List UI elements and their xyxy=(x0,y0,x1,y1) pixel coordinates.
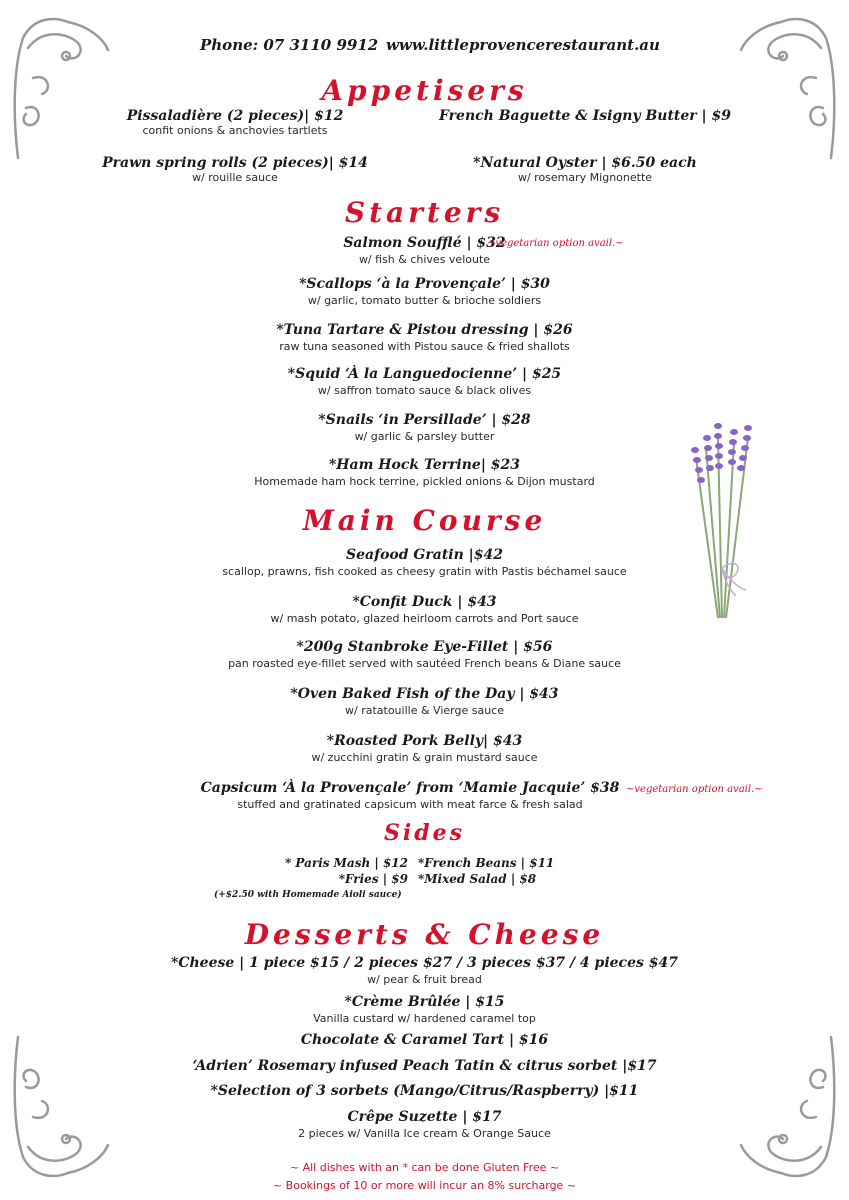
list-item xyxy=(0,457,849,488)
dish-name: *Ham Hock Terrine| $23 xyxy=(328,457,521,473)
list-item xyxy=(0,686,849,717)
side-item: *Fries | $9 xyxy=(338,872,408,886)
dish-name: Salmon Soufflé | $32 xyxy=(343,235,506,251)
vegetarian-note: ~vegetarian option avail.~ xyxy=(487,238,624,249)
dish-name: *Natural Oyster | $6.50 each xyxy=(473,155,697,171)
dish-description: Homemade ham hock terrine, pickled onions & Dijon mustard xyxy=(254,474,595,488)
dish-name: *Oven Baked Fish of the Day | $43 xyxy=(290,686,559,702)
dish-description: w/ saffron tomato sauce & black olives xyxy=(317,383,532,397)
dish-description: Vanilla custard w/ hardened caramel top xyxy=(313,1011,536,1025)
list-item xyxy=(0,412,849,443)
dish-name: *Roasted Pork Belly| $43 xyxy=(326,733,523,749)
list-item xyxy=(0,594,849,625)
aioli-note: (+$2.50 with Homemade Aioli sauce) xyxy=(214,890,402,900)
dish-name: Seafood Gratin |$42 xyxy=(345,547,503,563)
list-item xyxy=(0,366,849,397)
dish-name: Capsicum ‘À la Provençale’ from ‘Mamie Jacquie’ $38 xyxy=(200,780,620,796)
dish-description: w/ rosemary Mignonette xyxy=(517,171,653,184)
side-item: *French Beans | $11 xyxy=(418,856,555,870)
list-item xyxy=(0,1109,849,1140)
dish-description: w/ rouille sauce xyxy=(192,171,278,184)
side-item: * Paris Mash | $12 xyxy=(284,856,408,870)
dish-name: French Baguette & Isigny Butter | $9 xyxy=(438,108,732,124)
phone-number[interactable]: Phone: 07 3110 9912 xyxy=(200,36,379,54)
dish-name: *Crème Brûlée | $15 xyxy=(344,994,505,1010)
dish-name: *Selection of 3 sorbets (Mango/Citrus/Raspberry) |$11 xyxy=(210,1083,639,1099)
list-item xyxy=(80,108,390,137)
dish-name: *Squid ‘À la Languedocienne’ | $25 xyxy=(287,366,562,382)
dish-description: w/ ratatouille & Vierge sauce xyxy=(345,703,504,717)
list-item xyxy=(0,733,849,764)
dish-name: Crêpe Suzette | $17 xyxy=(347,1109,502,1125)
website-link[interactable]: www.littleprovencerestaurant.au xyxy=(386,36,660,54)
dish-description: w/ mash potato, glazed heirloom carrots and Port sauce xyxy=(270,611,579,625)
dish-description: w/ zucchini gratin & grain mustard sauce xyxy=(311,750,538,764)
vegetarian-note: ~vegetarian option avail.~ xyxy=(626,784,763,795)
dish-name: Pissaladière (2 pieces)| $12 xyxy=(126,108,344,124)
dish-description: w/ pear & fruit bread xyxy=(367,972,482,986)
dish-name: *Tuna Tartare & Pistou dressing | $26 xyxy=(276,322,573,338)
dish-description: scallop, prawns, fish cooked as cheesy gratin with Pastis béchamel sauce xyxy=(222,564,627,578)
list-item xyxy=(0,994,849,1025)
dish-description: stuffed and gratinated capsicum with meat farce & fresh salad xyxy=(237,797,583,811)
section-title-sides: Sides xyxy=(383,820,465,846)
list-item xyxy=(430,108,740,124)
dish-description: w/ garlic & parsley butter xyxy=(354,429,495,443)
list-item xyxy=(0,322,849,353)
section-title-starters: Starters xyxy=(344,196,505,229)
list-item xyxy=(80,155,390,184)
dish-name: Prawn spring rolls (2 pieces)| $14 xyxy=(102,155,368,171)
list-item xyxy=(0,547,849,578)
list-item xyxy=(430,155,740,184)
list-item xyxy=(0,1058,849,1076)
dish-name: Chocolate & Caramel Tart | $16 xyxy=(300,1032,549,1048)
dish-description: w/ fish & chives veloute xyxy=(358,252,491,266)
bookings-surcharge-note: ~ Bookings of 10 or more will incur an 8% surcharge ~ xyxy=(272,1179,577,1192)
side-item: *Mixed Salad | $8 xyxy=(418,872,537,886)
list-item xyxy=(0,955,849,986)
dish-description: pan roasted eye-fillet served with sautéed French beans & Diane sauce xyxy=(228,656,621,670)
dish-description: confit onions & anchovies tartlets xyxy=(142,124,328,137)
gluten-free-note: ~ All dishes with an * can be done Gluten Free ~ xyxy=(289,1161,560,1174)
dish-name: *Snails ‘in Persillade’ | $28 xyxy=(318,412,531,428)
section-title-desserts: Desserts & Cheese xyxy=(244,918,605,951)
list-item xyxy=(0,235,849,266)
dish-name: ‘Adrien’ Rosemary infused Peach Tatin & citrus sorbet |$17 xyxy=(192,1058,657,1074)
section-title-main-course: Main Course xyxy=(302,504,547,537)
dish-description: 2 pieces w/ Vanilla Ice cream & Orange Sauce xyxy=(298,1126,551,1140)
dish-name: *Cheese | 1 piece $15 / 2 pieces $27 / 3 pieces $37 / 4 pieces $47 xyxy=(171,955,678,971)
list-item xyxy=(0,276,849,307)
section-title-appetisers: Appetisers xyxy=(321,74,528,107)
dish-name: *Scallops ‘à la Provençale’ | $30 xyxy=(299,276,550,292)
dish-name: *200g Stanbroke Eye-Fillet | $56 xyxy=(296,639,553,655)
dish-description: w/ garlic, tomato butter & brioche soldiers xyxy=(307,293,542,307)
dish-description: raw tuna seasoned with Pistou sauce & fried shallots xyxy=(279,339,570,353)
dish-name: *Confit Duck | $43 xyxy=(352,594,497,610)
list-item xyxy=(180,780,640,811)
list-item xyxy=(0,1032,849,1050)
list-item xyxy=(0,639,849,670)
list-item xyxy=(0,1083,849,1101)
